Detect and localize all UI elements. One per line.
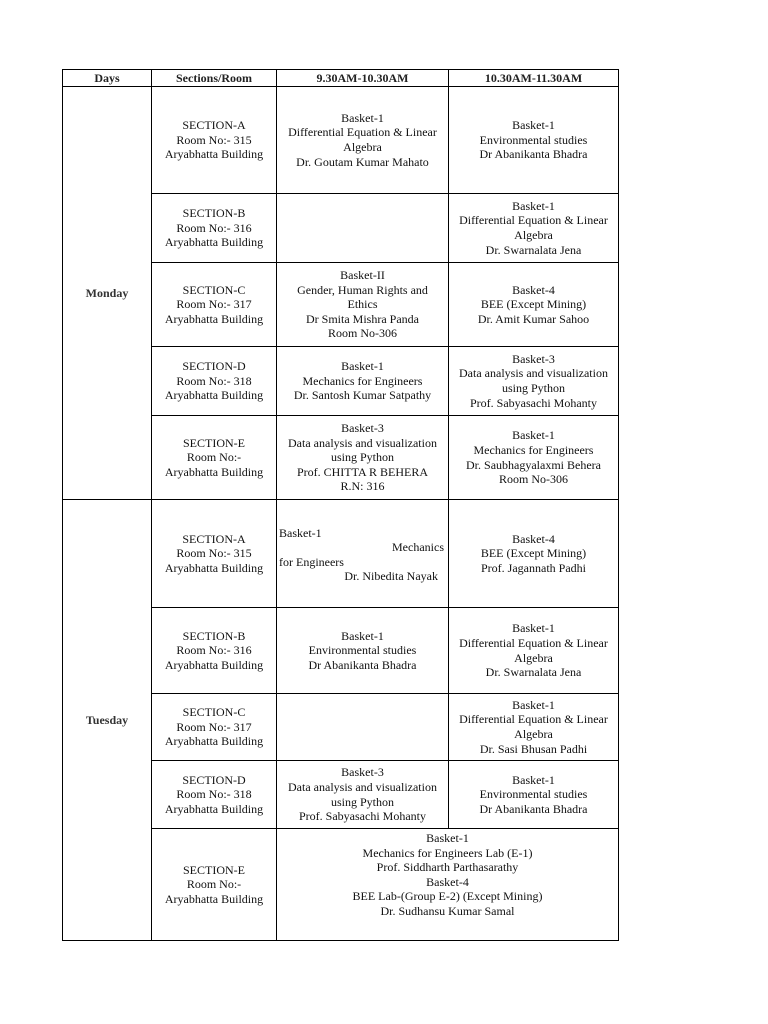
slot2-line: Prof. Sabyasachi Mohanty xyxy=(470,395,597,410)
slot2-line: Differential Equation & Linear xyxy=(459,635,608,650)
merged-line: Basket-1 xyxy=(426,831,469,845)
table-row xyxy=(63,87,619,194)
slot1-line: Basket-3 xyxy=(341,421,384,436)
slot1-line: Dr. Santosh Kumar Satpathy xyxy=(293,388,432,403)
slot2-cell xyxy=(449,87,619,194)
slot1-line: Data analysis and visualization xyxy=(288,779,437,794)
header-sections: Sections/Room xyxy=(152,70,277,87)
slot1-line: Data analysis and visualization xyxy=(288,435,437,450)
slot1-line: Basket-1 xyxy=(341,628,384,643)
slot1-line: Basket-II xyxy=(340,268,385,283)
slot1-mech: Mechanics xyxy=(392,540,444,554)
slot1-line: using Python xyxy=(330,450,394,465)
slot1-line: Environmental studies xyxy=(308,643,417,658)
section-cell xyxy=(152,194,277,263)
section-line: Aryabhatta Building xyxy=(164,801,264,816)
slot2-cell xyxy=(449,194,619,263)
slot2-line: Dr. Amit Kumar Sahoo xyxy=(477,311,590,326)
header-slot2: 10.30AM-11.30AM xyxy=(449,70,619,87)
slot1-teacher: Dr. Nibedita Nayak xyxy=(344,569,438,583)
slot2-cell xyxy=(449,500,619,608)
slot1-cell xyxy=(277,608,449,694)
slot1-line: Basket-1 xyxy=(341,359,384,374)
section-line: Room No:- 315 xyxy=(176,546,252,561)
slot2-cell xyxy=(449,761,619,829)
slot1-cell xyxy=(277,694,449,761)
slot2-line: Dr Abanikanta Bhadra xyxy=(479,801,588,816)
section-cell xyxy=(152,500,277,608)
slot2-line: Basket-1 xyxy=(512,428,555,443)
slot2-line: Dr. Saubhagyalaxmi Behera xyxy=(466,457,601,472)
section-line: SECTION-D xyxy=(182,359,246,374)
section-line: Aryabhatta Building xyxy=(164,311,264,326)
section-cell xyxy=(152,694,277,761)
slot2-line: BEE (Except Mining) xyxy=(480,546,587,561)
section-cell xyxy=(152,761,277,829)
header-days: Days xyxy=(63,70,152,87)
slot1-cell xyxy=(277,347,449,416)
section-line: SECTION-C xyxy=(182,705,246,720)
merged-line: Prof. Siddharth Parthasarathy xyxy=(376,860,519,875)
merged-slot-cell xyxy=(277,829,619,941)
slot2-cell xyxy=(449,694,619,761)
merged-line: Basket-4 xyxy=(426,874,469,889)
merged-line: Mechanics for Engineers Lab (E-1) xyxy=(362,845,533,860)
slot1-line: Dr Abanikanta Bhadra xyxy=(308,657,417,672)
section-line: Room No:- 316 xyxy=(176,643,252,658)
timetable xyxy=(62,69,619,941)
slot2-line: Algebra xyxy=(514,228,553,242)
slot2-line: Differential Equation & Linear xyxy=(459,712,608,727)
section-cell xyxy=(152,263,277,347)
slot2-line: Algebra xyxy=(514,650,553,665)
section-line: Room No:- 317 xyxy=(176,297,252,312)
slot1-cell xyxy=(277,500,449,608)
slot2-line: Algebra xyxy=(514,727,553,741)
section-line: Aryabhatta Building xyxy=(164,235,264,250)
slot2-line: Dr Abanikanta Bhadra xyxy=(479,147,588,162)
slot2-line: Basket-1 xyxy=(512,621,555,636)
slot2-line: using Python xyxy=(501,381,565,395)
slot2-line: Basket-3 xyxy=(512,351,555,366)
merged-line: Dr. Sudhansu Kumar Samal xyxy=(380,903,515,918)
slot1-eng: for Engineers xyxy=(279,555,344,569)
slot1-line: R.N: 316 xyxy=(340,479,385,494)
slot2-line: Differential Equation & Linear xyxy=(459,213,608,228)
slot2-line: Dr. Sasi Bhusan Padhi xyxy=(479,741,588,756)
slot1-cell xyxy=(277,416,449,500)
slot1-line: Algebra xyxy=(343,140,382,154)
section-line: Room No:- 315 xyxy=(176,132,252,147)
slot1-line: Gender, Human Rights and xyxy=(297,282,428,297)
slot1-line: using Python xyxy=(330,794,394,809)
slot1-cell xyxy=(277,263,449,347)
slot2-line: Basket-1 xyxy=(512,198,555,213)
slot2-line: Basket-1 xyxy=(512,772,555,787)
slot1-cell xyxy=(277,194,449,263)
header-row xyxy=(63,70,619,87)
section-cell xyxy=(152,608,277,694)
slot1-line: Room No-306 xyxy=(328,326,397,341)
slot1-line: Mechanics for Engineers xyxy=(302,373,423,388)
day-cell-tuesday: Tuesday xyxy=(63,500,152,941)
slot1-cell xyxy=(277,87,449,194)
section-line: SECTION-A xyxy=(182,118,246,133)
merged-line: BEE Lab-(Group E-2) (Except Mining) xyxy=(352,889,543,904)
section-line: Room No:- 318 xyxy=(176,787,252,802)
slot2-line: Mechanics for Engineers xyxy=(473,442,594,457)
section-line: Room No:- 318 xyxy=(176,373,252,388)
section-line: Aryabhatta Building xyxy=(164,734,264,749)
slot2-line: Basket-4 xyxy=(512,531,555,546)
table-row xyxy=(63,500,619,608)
section-cell xyxy=(152,87,277,194)
slot1-cell xyxy=(277,761,449,829)
slot1-line: Dr. Goutam Kumar Mahato xyxy=(296,154,429,169)
slot2-cell xyxy=(449,263,619,347)
section-line: SECTION-B xyxy=(182,628,246,643)
slot2-line: Dr. Swarnalata Jena xyxy=(485,665,582,680)
section-line: Aryabhatta Building xyxy=(164,147,264,162)
slot2-line: Environmental studies xyxy=(479,787,588,802)
section-line: Aryabhatta Building xyxy=(164,891,264,906)
section-cell xyxy=(152,829,277,941)
slot2-line: Basket-1 xyxy=(512,697,555,712)
day-cell-monday: Monday xyxy=(63,87,152,500)
section-line: Room No:- xyxy=(186,877,242,892)
section-line: SECTION-E xyxy=(183,862,245,877)
section-line: Room No:- 317 xyxy=(176,719,252,734)
header-slot1: 9.30AM-10.30AM xyxy=(277,70,449,87)
section-line: SECTION-A xyxy=(182,531,246,546)
slot1-line: Prof. CHITTA R BEHERA xyxy=(296,464,429,479)
section-line: Aryabhatta Building xyxy=(164,464,264,479)
section-line: Room No:- 316 xyxy=(176,220,252,235)
slot2-line: Basket-1 xyxy=(512,118,555,133)
section-line: Aryabhatta Building xyxy=(164,560,264,575)
slot2-line: Prof. Jagannath Padhi xyxy=(481,560,586,575)
section-line: SECTION-E xyxy=(183,435,245,450)
slot1-basket: Basket-1 xyxy=(279,526,322,540)
section-cell xyxy=(152,416,277,500)
section-line: Aryabhatta Building xyxy=(164,657,264,672)
slot2-cell xyxy=(449,608,619,694)
slot2-line: Room No-306 xyxy=(499,472,568,487)
section-cell xyxy=(152,347,277,416)
slot1-line: Differential Equation & Linear xyxy=(288,125,437,140)
section-line: Aryabhatta Building xyxy=(164,388,264,403)
slot1-line: Basket-3 xyxy=(341,765,384,780)
slot1-line: Ethics xyxy=(347,297,378,312)
section-line: Room No:- xyxy=(186,450,242,465)
slot1-line: Dr Smita Mishra Panda xyxy=(306,311,419,326)
slot2-cell xyxy=(449,416,619,500)
slot2-line: Data analysis and visualization xyxy=(459,366,608,381)
section-line: SECTION-B xyxy=(182,206,246,221)
slot2-line: BEE (Except Mining) xyxy=(480,297,587,312)
section-line: SECTION-D xyxy=(182,772,246,787)
slot1-line: Prof. Sabyasachi Mohanty xyxy=(299,809,426,824)
slot2-line: Basket-4 xyxy=(512,282,555,297)
slot2-cell xyxy=(449,347,619,416)
section-line: SECTION-C xyxy=(182,282,246,297)
slot1-line: Basket-1 xyxy=(341,110,384,125)
slot2-line: Environmental studies xyxy=(479,132,588,147)
slot2-line: Dr. Swarnalata Jena xyxy=(485,242,582,257)
